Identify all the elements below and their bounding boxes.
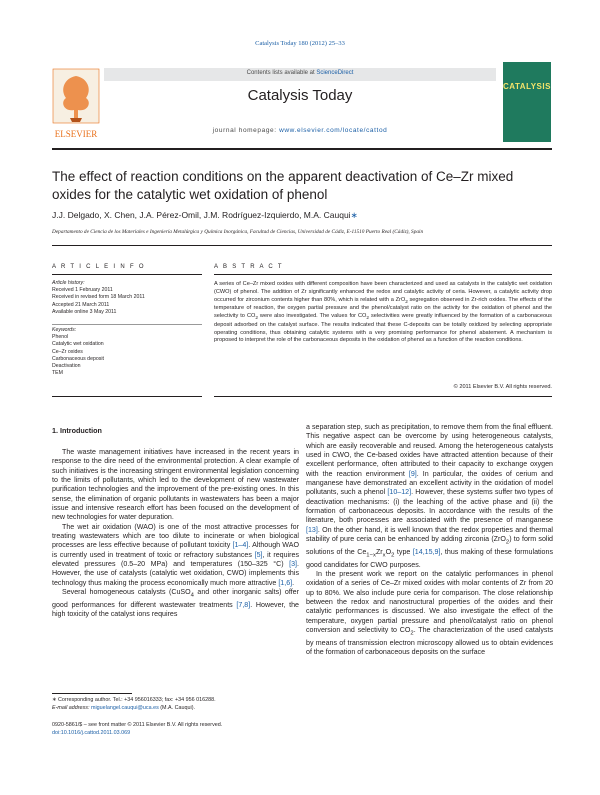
abstract-text: A series of Ce–Zr mixed oxides with different composition have been characterized and used as catalysts in the catalytic wet oxidation (CWO) of phenol. The addition of Zr significantly enhanced the redox and catalytic activity of ceria. However, a catalytic activity drop occurred for zirconium contents higher than 80%, which is related with a ZrO$_2$ segregation observed in Zr-rich oxides. The effects of the temperature of reaction, the oxygen partial pressure and the phenol/catalyst ratio on the activity for the oxidation of phenol and the selectivity to $CO_2$ were also investigated. The values for $CO_2$ selectivities were greatly influenced by the formation of a carbonaceous deposit adsorbed on the catalyst surface. The results indicated that these C-deposits can be totally oxidized by selecting appropriate operating conditions, thus obtaining catalytic systems with a very promising performance for phenol abatement. A mechanism is proposed to interpret the role of the carbonaceous deposits in the oxidation of phenol as a function of the reaction conditions. (214, 281, 552, 344)
article-info-heading: A R T I C L E I N F O (52, 264, 146, 270)
corresponding-author-mark[interactable]: ∗ (350, 210, 358, 220)
history-item: Received in revised form 18 March 2011 (52, 294, 145, 301)
citation-link[interactable]: [13] (306, 525, 318, 534)
body-column-right (306, 423, 553, 657)
paragraph: The wet air oxidation (WAO) is one of the most attractive processes for treating wastewaters which are too dilute to incinerate or when biological processes are less effective because of pollutant toxicity [1–4]. Although WAO is currently used in treatment of toxic or refractory substances [5], it requires elevated pressures (0.5–20 MPa) and temperatures (150–325 °C) [3]. However, the use of catalysts (catalytic wet oxidation, CWO) implements this technology thus making the process economically much more attractive [1,6]. (52, 522, 299, 587)
email-line: E-mail address: miguelangel.cauqui@uca.es (M.A. Cauqui). (52, 704, 196, 711)
citation-link[interactable]: [1–4] (232, 541, 249, 550)
abstract-bottom-rule (214, 396, 552, 397)
history-title: Article history: (52, 280, 85, 286)
body-column-left (52, 448, 299, 620)
affiliation: Departamento de Ciencia de los Materiales e Ingeniería Metalúrgica y Química Inorgánica, Facultad de Ciencias, Universidad de Cádiz, E-11510 Puerto Real (Cádiz), Spain (52, 229, 424, 235)
abstract-heading: A B S T R A C T (214, 264, 284, 270)
citation-link[interactable]: [5] (254, 550, 263, 559)
citation-link[interactable]: [10–12] (387, 488, 412, 497)
journal-homepage (104, 127, 496, 134)
keywords-rule (52, 324, 202, 325)
copyright-notice: © 2011 Elsevier B.V. All rights reserved. (453, 384, 552, 390)
keywords-title: Keywords: (52, 327, 77, 333)
header-rule (52, 148, 552, 150)
footnote (52, 697, 299, 712)
citation-link[interactable]: [1,6] (278, 578, 293, 587)
email-link[interactable]: miguelangel.cauqui@uca.es (90, 704, 159, 711)
keyword-item: Carbonaceous deposit (52, 355, 104, 362)
article-history (52, 280, 202, 316)
history-item: Available online 3 May 2011 (52, 308, 117, 315)
history-item: Accepted 21 March 2011 (52, 301, 110, 308)
keywords (52, 327, 202, 377)
keyword-item: Phenol (52, 334, 69, 341)
authors-text: J.J. Delgado, X. Chen, J.A. Pérez-Omil, J.M. Rodríguez-Izquierdo, M.A. Cauqui (52, 210, 351, 220)
abstract-rule (214, 274, 552, 275)
keyword-item: TEM (52, 370, 63, 377)
article-info-rule (52, 274, 202, 275)
paragraph: In the present work we report on the catalytic performances in phenol oxidation of a series of Ce–Zr mixed oxides with molar contents of Zr from 20 up to 80%. We also include pure ceria for comparison. The close relationship between the redox and nanostructural properties of the oxides and their catalytic performances is discussed. We also investigate the effect of the temperature, oxygen partial pressure and phenol/catalyst ratio on phenol conversion and selectivity to $CO_2$. The characterization of the used catalysts by means of transmission electron microscopy allowed us to obtain evidences of the formation of carbonaceous deposits on the surface (306, 569, 553, 657)
issn-line: 0920-5861/$ – see front matter © 2011 Elsevier B.V. All rights reserved. (52, 722, 223, 728)
corresponding-author-note: ∗ Corresponding author. Tel.: +34 956016333; fax: +34 956 016288. (52, 697, 216, 703)
publisher-name: ELSEVIER (54, 129, 98, 139)
paragraph: Several homogeneous catalysts (CuSO$_4$ and other inorganic salts) offer good performances for different wastewater treatments [7,8]. However, the high toxicity of the catalyst ions requires (52, 588, 299, 619)
section-rule (52, 245, 552, 246)
journal-title: Catalysis Today (247, 87, 353, 104)
contents-prefix: Contents lists available at (246, 70, 317, 76)
sciencedirect-link[interactable]: ScienceDirect (316, 70, 354, 76)
elsevier-logo (52, 68, 100, 141)
elsevier-tree-icon (52, 68, 100, 141)
keyword-item: Catalytic wet oxidation (52, 341, 104, 348)
author-list (52, 210, 552, 221)
running-head[interactable]: Catalysis Today 180 (2012) 25–33 (255, 40, 345, 47)
doi-link[interactable]: doi:10.1016/j.cattod.2011.03.069 (52, 729, 131, 736)
homepage-link[interactable]: www.elsevier.com/locate/cattod (279, 127, 388, 134)
cover-title: CATALYSIS (503, 82, 551, 91)
contents-line (104, 70, 496, 76)
citation-link[interactable]: [7,8] (236, 600, 251, 609)
paragraph: a separation step, such as precipitation, to remove them from the final effluent. This negative aspect can be overcome by using heterogeneous catalysts, which are easily recoverable and reused. Among the heterogeneous catalysts used in CWO, the Ce-based oxides have attracted attention because of their excellent performance, often attributed to their capacity to exchange oxygen with the reaction environment [9]. In particular, the oxides of cerium and manganese have demonstrated an excellent activity in the oxidation of model pollutants, such a phenol [10–12]. However, these systems suffer two types of deactivation mechanisms: (i) the leaching of the active phase and (ii) the formation of carbonaceous deposits. In accordance with the results of the literature, both processes are associated with the presence of manganese [13]. On the other hand, it is well known that the redox properties and thermal stability of pure ceria can be enhanced by adding zirconia (ZrO$_2$) to form solid solutions of the $Ce_{1-x}Zr_xO_2$ type [14,15,9], thus making of these formulations good candidates for CWO purposes. (306, 423, 554, 569)
citation-link[interactable]: [9] (408, 469, 417, 478)
citation-link[interactable]: [3] (289, 560, 298, 569)
keyword-item: Deactivation (52, 363, 81, 370)
article-info-bottom-rule (52, 396, 202, 397)
footnote-rule (52, 693, 132, 694)
section-heading: 1. Introduction (52, 426, 102, 435)
keyword-item: Ce–Zr oxides (52, 348, 83, 355)
publication-info (52, 722, 299, 737)
citation-link[interactable]: [14,15,9] (412, 547, 441, 556)
journal-cover (503, 62, 551, 142)
article-title: The effect of reaction conditions on the apparent deactivation of Ce–Zr mixed oxides for the catalytic wet oxidation of phenol (52, 169, 514, 202)
paragraph: The waste management initiatives have increased in the recent years in response to the dire need of the environmental protection. A clear example of such initiatives is the increasing stringent environmental legislation concerning to the limits of pollutants, which led to the development of new wastewater purification technologies and the improvement of the pre-existing ones. In this sense, the elimination of organic pollutants in wastewaters has been a major issue and intensive research effort has been focused on the development of new technologies for water depuration. (52, 448, 299, 522)
history-item: Received 1 February 2011 (52, 287, 113, 294)
homepage-prefix: journal homepage: (212, 127, 280, 134)
